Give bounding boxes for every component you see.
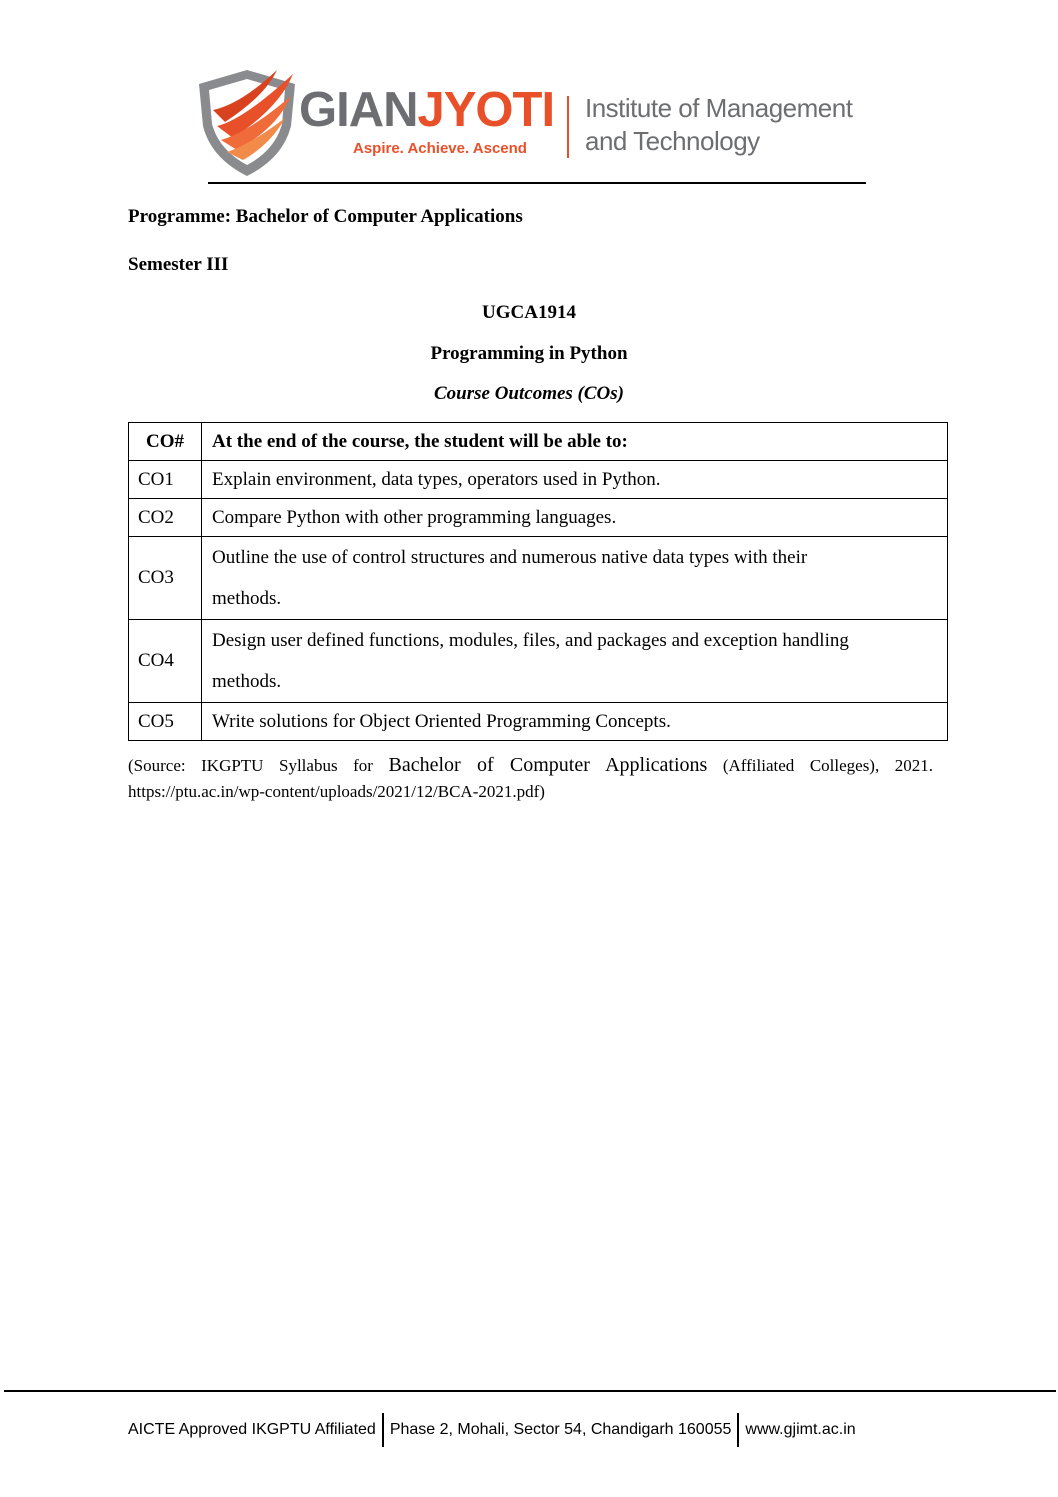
column-header-co: CO# (129, 423, 202, 461)
table-row (129, 620, 948, 703)
co-description (202, 620, 948, 703)
logo-wordmark-jyoti: JYOTI (417, 83, 555, 137)
semester-heading: Semester III (128, 254, 229, 275)
co-id: CO1 (129, 461, 202, 499)
table-row (129, 537, 948, 620)
footer-rule (4, 1390, 1056, 1392)
co-description-line: Design user defined functions, modules, files, and packages and exception handling (212, 630, 849, 651)
column-header-description: At the end of the course, the student will be able to: (202, 423, 948, 461)
institute-name-line2: and Technology (585, 126, 760, 156)
co-id: CO3 (129, 537, 202, 620)
source-program: Bachelor of Computer Applications (388, 754, 708, 776)
co-id: CO2 (129, 499, 202, 537)
co-description-line: Outline the use of control structures and numerous native data types with their (212, 547, 808, 568)
footer-affiliation: AICTE Approved IKGPTU Affiliated (128, 1421, 376, 1438)
shield-logo-icon (195, 66, 299, 178)
table-header-row (129, 423, 948, 461)
co-description-line: methods. (212, 588, 282, 609)
institute-name-line1: Institute of Management (585, 93, 853, 123)
co-description (202, 537, 948, 620)
source-suffix: (Affiliated Colleges), 2021. (722, 756, 934, 775)
co-description-line: methods. (212, 671, 282, 692)
footer-address: Phase 2, Mohali, Sector 54, Chandigarh 160055 (389, 1421, 732, 1438)
header-rule (208, 182, 866, 184)
course-title: Programming in Python (430, 343, 628, 364)
logo-divider (567, 96, 569, 158)
institute-name (585, 92, 852, 158)
logo-wordmark (299, 83, 555, 137)
logo-tagline: Aspire. Achieve. Ascend (353, 140, 527, 157)
table-row (129, 461, 948, 499)
section-title: Course Outcomes (COs) (433, 383, 624, 404)
course-code: UGCA1914 (482, 302, 576, 323)
co-id: CO5 (129, 703, 202, 741)
table-row (129, 499, 948, 537)
letterhead (195, 62, 875, 182)
course-outcomes-table (128, 422, 948, 741)
co-description: Explain environment, data types, operators used in Python. (202, 461, 948, 499)
co-description: Write solutions for Object Oriented Programming Concepts. (202, 703, 948, 741)
programme-heading: Programme: Bachelor of Computer Applications (128, 206, 523, 227)
table-row (129, 703, 948, 741)
co-id: CO4 (129, 620, 202, 703)
source-prefix: (Source: IKGPTU Syllabus for (128, 756, 373, 775)
logo-wordmark-gian: GIAN (299, 83, 418, 137)
co-description: Compare Python with other programming languages. (202, 499, 948, 537)
source-url: https://ptu.ac.in/wp-content/uploads/2021/12/BCA-2021.pdf) (128, 782, 545, 801)
footer-website: www.gjimt.ac.in (745, 1421, 856, 1438)
footer-separator (737, 1413, 739, 1447)
footer (128, 1413, 856, 1447)
footer-separator (382, 1413, 384, 1447)
source-note (128, 752, 933, 805)
